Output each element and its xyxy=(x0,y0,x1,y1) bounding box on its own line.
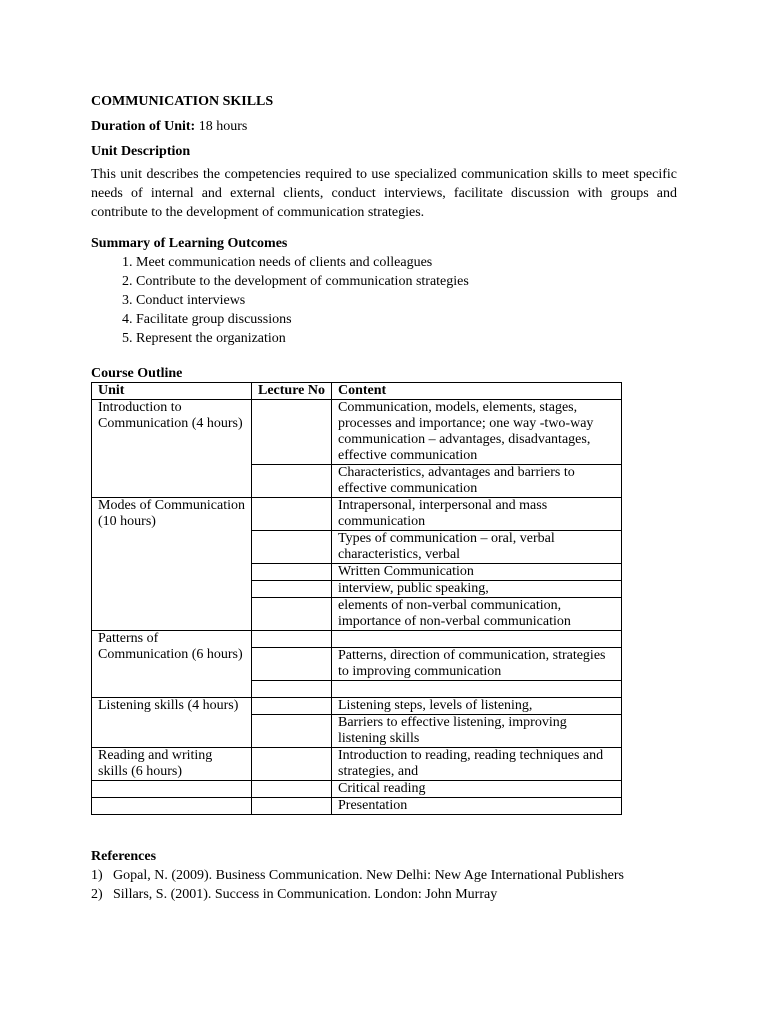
reference-number: 2) xyxy=(91,887,103,902)
lecture-no-cell xyxy=(252,564,332,581)
list-item: 1. Meet communication needs of clients and colleagues xyxy=(136,253,677,272)
table-row xyxy=(92,400,622,465)
reference-text: Gopal, N. (2009). Business Communication. New Delhi: New Age International Publishers xyxy=(113,868,624,883)
unit-description-heading: Unit Description xyxy=(91,144,191,159)
table-row xyxy=(92,698,622,715)
unit-cell: Introduction to Communication (4 hours) xyxy=(92,400,252,498)
document-title: COMMUNICATION SKILLS xyxy=(91,94,274,109)
reference-item xyxy=(91,885,677,904)
lecture-no-cell xyxy=(252,598,332,631)
content-cell: Barriers to effective listening, improving listening skills xyxy=(332,715,622,748)
course-outline-heading: Course Outline xyxy=(91,366,183,381)
table-row xyxy=(92,798,622,815)
lecture-no-cell xyxy=(252,498,332,531)
content-cell: Introduction to reading, reading techniques and strategies, and xyxy=(332,748,622,781)
content-cell: Communication, models, elements, stages, processes and importance; one way -two-way communication – advantages, disadvantages, effective communication xyxy=(332,400,622,465)
document-page xyxy=(91,92,677,904)
content-cell: Patterns, direction of communication, strategies to improving communication xyxy=(332,648,622,681)
learning-outcomes-list xyxy=(91,253,677,348)
unit-cell xyxy=(92,781,252,798)
reference-text: Sillars, S. (2001). Success in Communication. London: John Murray xyxy=(113,887,498,902)
reference-item xyxy=(91,866,677,885)
content-cell: Types of communication – oral, verbal characteristics, verbal xyxy=(332,531,622,564)
lecture-no-cell xyxy=(252,581,332,598)
lecture-no-cell xyxy=(252,798,332,815)
content-cell xyxy=(332,681,622,698)
lecture-no-cell xyxy=(252,631,332,648)
content-cell: Presentation xyxy=(332,798,622,815)
lecture-no-cell xyxy=(252,531,332,564)
lecture-no-cell xyxy=(252,698,332,715)
lecture-no-cell xyxy=(252,781,332,798)
content-cell: Listening steps, levels of listening, xyxy=(332,698,622,715)
table-row xyxy=(92,498,622,531)
lecture-no-cell xyxy=(252,648,332,681)
lecture-no-cell xyxy=(252,715,332,748)
list-item: 5. Represent the organization xyxy=(136,329,677,348)
column-header-unit: Unit xyxy=(92,383,252,400)
list-item: 3. Conduct interviews xyxy=(136,291,677,310)
learning-outcomes-heading: Summary of Learning Outcomes xyxy=(91,236,288,251)
content-cell: Written Communication xyxy=(332,564,622,581)
column-header-content: Content xyxy=(332,383,622,400)
content-cell: Critical reading xyxy=(332,781,622,798)
content-cell: interview, public speaking, xyxy=(332,581,622,598)
duration-line xyxy=(91,117,677,136)
table-row xyxy=(92,631,622,648)
content-cell: Characteristics, advantages and barriers to effective communication xyxy=(332,465,622,498)
unit-cell: Listening skills (4 hours) xyxy=(92,698,252,748)
column-header-lecture-no: Lecture No xyxy=(252,383,332,400)
unit-cell: Modes of Communication (10 hours) xyxy=(92,498,252,631)
table-row xyxy=(92,748,622,781)
lecture-no-cell xyxy=(252,748,332,781)
lecture-no-cell xyxy=(252,400,332,465)
unit-cell xyxy=(92,798,252,815)
unit-cell: Reading and writing skills (6 hours) xyxy=(92,748,252,781)
unit-description-text: This unit describes the competencies required to use specialized communication skills to meet specific needs of internal and external clients, conduct interviews, facilitate discussion with groups and contribute to the development of communication strategies. xyxy=(91,167,677,220)
references-section xyxy=(91,847,677,904)
unit-cell: Patterns of Communication (6 hours) xyxy=(92,631,252,698)
course-outline-table xyxy=(91,382,622,815)
duration-label: Duration of Unit: xyxy=(91,119,196,134)
lecture-no-cell xyxy=(252,681,332,698)
duration-value: 18 hours xyxy=(198,119,248,134)
list-item: 2. Contribute to the development of communication strategies xyxy=(136,272,677,291)
references-heading: References xyxy=(91,849,157,864)
list-item: 4. Facilitate group discussions xyxy=(136,310,677,329)
reference-number: 1) xyxy=(91,868,103,883)
table-row xyxy=(92,781,622,798)
table-header-row xyxy=(92,383,622,400)
lecture-no-cell xyxy=(252,465,332,498)
content-cell: elements of non-verbal communication, importance of non-verbal communication xyxy=(332,598,622,631)
content-cell: Intrapersonal, interpersonal and mass communication xyxy=(332,498,622,531)
content-cell xyxy=(332,631,622,648)
